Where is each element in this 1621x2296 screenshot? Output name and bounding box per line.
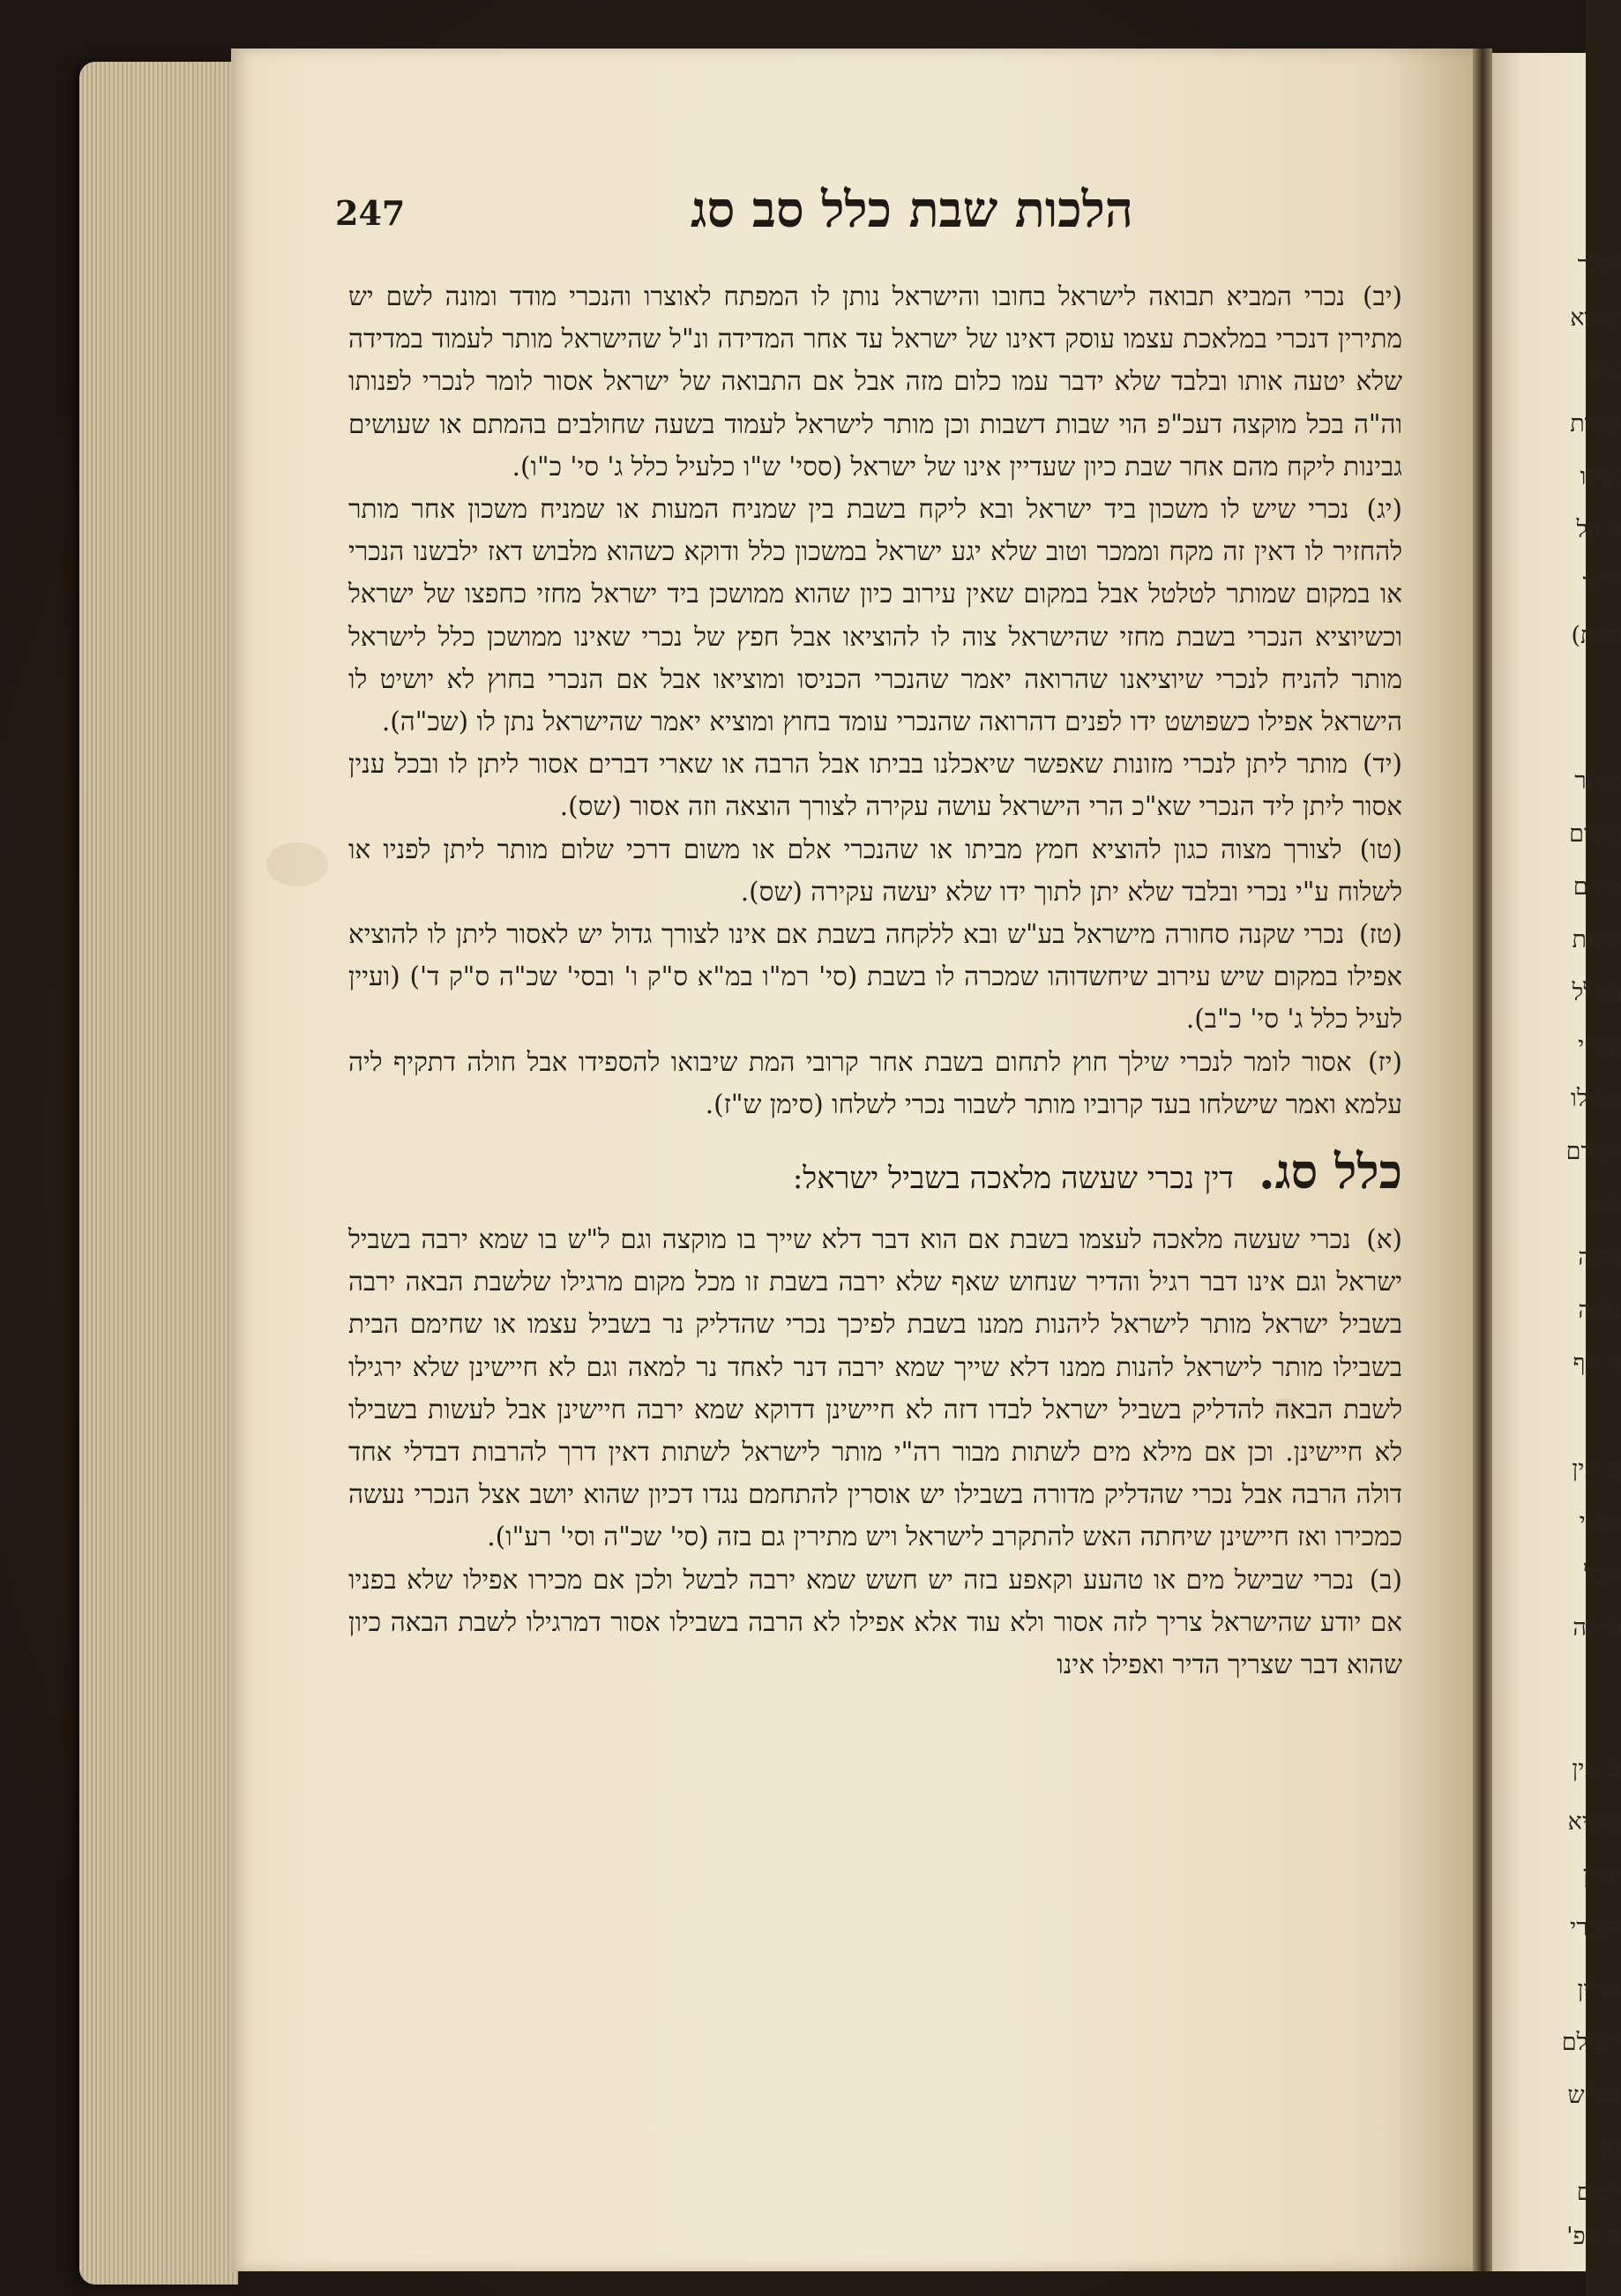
- facing-page-fragment: הנכרי: [1570, 1914, 1621, 1941]
- paragraph-number: (יד): [1363, 749, 1402, 780]
- facing-page-fragment: מוציא: [1567, 1808, 1621, 1836]
- right-page-edge: [1492, 53, 1621, 2271]
- section-63-paragraphs: [348, 1218, 1402, 1686]
- facing-page-fragment: אותו: [1580, 463, 1621, 490]
- page-body: [348, 275, 1402, 1686]
- facing-page-fragment: ף על: [1576, 516, 1621, 543]
- page-stain: [266, 842, 328, 886]
- paragraph: [348, 1559, 1402, 1686]
- facing-page-fragment: נהנה: [1578, 1244, 1621, 1271]
- facing-page-fragment: מקום: [1572, 873, 1621, 901]
- facing-page-fragment: עשות: [1570, 410, 1621, 438]
- section-62-paragraphs: [348, 275, 1402, 1126]
- paragraph-number: (יב): [1363, 281, 1403, 311]
- paragraph-number: (טז): [1358, 919, 1402, 950]
- paragraph-text: מותר ליתן לנכרי מזונות שאפשר שיאכלנו בביתו אבל הרבה או שארי דברים אסור ליתן לו ובכל ענין אסור ליתן ליד הנכרי שא"כ הרי הישראל עושה עקירה לצורך הוצאה וזה אסור (שס).: [348, 749, 1402, 822]
- section-heading: [348, 1145, 1402, 1206]
- section-title: כלל סג.: [1258, 1143, 1402, 1200]
- facing-page-fragment: אמרם: [1565, 1138, 1621, 1165]
- paragraph-text: נכרי שקנה סחורה מישראל בע"ש ובא ללקחה בשבת אם אינו לצורך גדול יש לאסור ליתן לו להוציא אפילו במקום שיש עירוב שיחשדוהו שמכרה לו בשבת (סי' רמ"ו במ"א ס"ק ו' ובסי' שכ"ה ס"ק ד') (ועיין לעיל כלל ג' סי' כ"ב).: [348, 919, 1402, 1035]
- facing-page-fragment: שבות: [1572, 926, 1621, 954]
- section-subtitle: דין נכרי שעשה מלאכה בשביל ישראל:: [792, 1161, 1234, 1197]
- paragraph-number: (טו): [1359, 834, 1402, 864]
- facing-page-fragment: אינו: [1587, 357, 1621, 385]
- page-header: [335, 181, 1133, 260]
- facing-page-fragment: עפ"י: [1578, 1032, 1621, 1059]
- paragraph-text: לצורך מצוה כגון להוציא חמץ מביתו או שהנכרי אלם או משום דרכי שלום מותר ליתן לפניו או לשלוח ע"י נכרי ובלבד שלא יתן לתוך ידו שלא יעשה עקירה (שס).: [348, 834, 1402, 907]
- facing-page-fragment: יראו: [1582, 569, 1621, 596]
- running-title: הלכות שבת כלל סב סג: [691, 181, 1133, 239]
- facing-page-fragment: ם אין: [1572, 1755, 1621, 1783]
- paragraph-number: (יז): [1368, 1046, 1402, 1077]
- facing-page-fragment: ה אפ': [1566, 2223, 1621, 2250]
- facing-page-fragment: כען: [1589, 1191, 1621, 1218]
- paragraph-number: (יג): [1366, 494, 1402, 525]
- paragraph-text: אסור לומר לנכרי שילך חוץ לתחום בשבת אחר קרובי המת שיבואו להספידו אבל חולה דתקיף ליה עלמא ואמר שישלחו בעד קרוביו מותר לשבור נכרי לשלחו (סימן ש"ז).: [348, 1046, 1402, 1119]
- paragraph-text: נכרי שעשה מלאכה לעצמו בשבת אם הוא דבר דלא שייך בו מוקצה וגם ל"ש בו שמא ירבה בשביל ישראל וגם אינו דבר רגיל והדיר שנחוש שאף שלא ירבה בשבת זו מכל מקום מרגילו שלשבת הבאה ירבה בשביל ישראל מותר לישראל ליהנות ממנו בשבת לפיכך נכרי שהדליק נר בשביל עצמו או שחימם הבית בשבילו מותר לישראל להנות ממנו דלא שייך שמא ירבה דנר לאחד נר למאה וגם לא חיישינן שלא ירגילו לשבת הבאה להדליק בשביל ישראל לבדו דזה לא חיישינן דדוקא שמא ירבה חיישינן אבל לעשות בשבילו לא חיישינן. וכן אם מילא מים לשתות מבור רה"י מותר לישראל לשתות דאין דרך להרבות דבדלי אחד דולה הרבה אבל נכרי שהדליק מדורה בשבילו יש אוסרין להתחמם נגדו דכיון שהוא יושב אצל הנכרי נעשה כמכירו ואז חיישינן שיחתה האש להתקרב לישראל ויש מתירין גם בזה (סי' שכ"ה וסי' רע"ו).: [348, 1224, 1402, 1552]
- paragraph: [348, 488, 1402, 743]
- paragraph: [348, 1041, 1402, 1126]
- book-gutter: [1473, 49, 1492, 2271]
- facing-page-fragment: מהני: [1579, 1508, 1621, 1536]
- facing-page-fragment: שהוא: [1570, 304, 1621, 332]
- facing-page-fragment: במ"ש: [1567, 2082, 1621, 2109]
- facing-page-fragment: משום: [1569, 820, 1621, 848]
- facing-page-fragment: אפילו: [1571, 1085, 1621, 1112]
- facing-page-fragment: ם אין: [1572, 1455, 1621, 1483]
- paragraph: [348, 275, 1402, 488]
- paragraph: [348, 743, 1402, 827]
- paragraph-text: נכרי המביא תבואה לישראל בחובו והישראל נותן לו המפתח לאוצרו והנכרי מודד ומונה לשם יש מתירין דנכרי במלאכת עצמו עוסק דאינו של ישראל עד אחר המדידה ונ"ל שהישראל מותר לעמוד במדידה שלא יטעה אותו ובלבד שלא ידבר עמו כלום מזה אבל אם התבואה של ישראל אסור לומר לנכרי לפנותו וה"ה בכל מוקצה דעכ"פ הוי שבות דשבות וכן מותר לישראל לעמוד בשעה שחולבים בהמתם או שעושים גבינות ליקח מהם אחר שבת כיון שעדיין אינו של ישראל (ססי' ש"ו כלעיל כלל ג' סי' כ"ו).: [348, 281, 1402, 482]
- facing-page-fragment: ותלך: [1577, 251, 1621, 279]
- book-page-edges: [79, 62, 238, 2285]
- facing-page-fragment: ספת): [1571, 622, 1621, 649]
- facing-page-fragment: ס).: [1590, 2135, 1621, 2162]
- paragraph: [348, 1218, 1402, 1559]
- paragraph-text: נכרי שיש לו משכון ביד ישראל ובא ליקח בשבת בין שמניח המעות או שמניח משכון אחר מותר להחזיר לו דאין זה מקח וממכר וטוב שלא יגע ישראל במשכון כלל ודוקא כשהוא מלבוש דאז ילבשנו הנכרי או במקום שמותר לטלטל אבל במקום שאין עירוב כיון שהוא ממושכן ביד ישראל מחזי כחפצו של ישראל וכשיוציא הנכרי בשבת מחזי שהישראל צוה לו להוציאו אבל חפץ של נכרי שאינו ממושכן כלל לישראל מותר להניח לנכרי שיוציאנו שהרואה יאמר שהנכרי הכניסו ומוציאו אבל אם הנכרי בחוץ לא יושיט לו הישראל אפילו כשפושט ידו לפנים דהרואה שהנכרי עומד בחוץ ומוציא יאמר שהישראל נתן לו (שכ"ה).: [348, 494, 1402, 737]
- paragraph: [348, 828, 1402, 913]
- facing-page-fragment: מותר: [1574, 767, 1621, 795]
- facing-page-fragment: נו אף: [1572, 1350, 1621, 1377]
- facing-page-fragment: העולם: [1561, 2029, 1621, 2056]
- facing-page-fragment: חפלל: [1572, 979, 1621, 1006]
- page-number: 247: [335, 193, 406, 233]
- paragraph-text: נכרי שבישל מים או טהעע וקאפע בזה יש חשש שמא ירבה לבשל ולכן אם מכירו אפילו שלא בפניו אם יודע שהישראל צריך לזה אסור ולא עוד אלא אפילו לא הרבה בשבילו אסור דמרגילו לשבת הבאה כיון שהוא דבר שצריך הדיר ואפילו אינו: [348, 1564, 1402, 1680]
- paragraph: [348, 913, 1402, 1041]
- facing-page-fragment: חולין: [1577, 1976, 1621, 2003]
- facing-page-fragment: נהנה: [1578, 1297, 1621, 1324]
- facing-page-fragment: היתה: [1572, 1614, 1621, 1642]
- facing-page-fragment: רבים: [1576, 2179, 1621, 2206]
- paragraph-number: (א): [1366, 1224, 1402, 1255]
- facing-page-fragment: אבל: [1584, 1561, 1621, 1589]
- facing-page-fragment: ועיין: [1582, 1861, 1621, 1888]
- paragraph-number: (ב): [1369, 1564, 1402, 1595]
